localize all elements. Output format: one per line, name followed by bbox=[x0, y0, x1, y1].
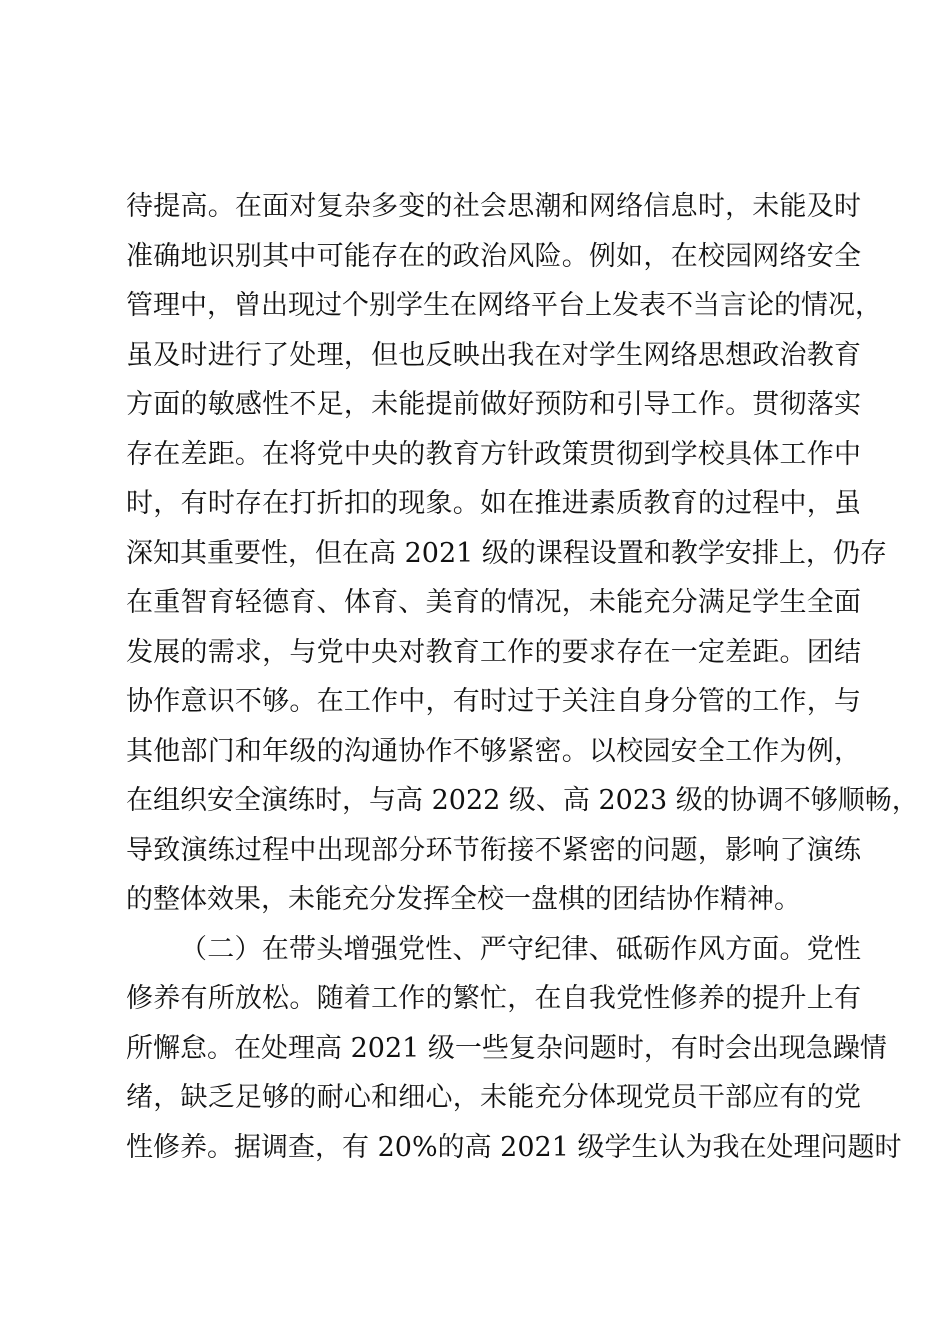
text-line: 时，有时存在打折扣的现象。如在推进素质教育的过程中，虽 bbox=[126, 488, 861, 519]
text-line: 准确地识别其中可能存在的政治风险。例如，在校园网络安全 bbox=[126, 240, 861, 272]
text-line: 导致演练过程中出现部分环节衔接不紧密的问题，影响了演练 bbox=[126, 834, 861, 866]
text-line: 在重智育轻德育、体育、美育的情况，未能充分满足学生全面 bbox=[126, 587, 861, 618]
text-line: 协作意识不够。在工作中，有时过于关注自身分管的工作，与 bbox=[126, 686, 861, 717]
text-line: 所懈怠。在处理高 2021 级一些复杂问题时，有时会出现急躁情 bbox=[126, 1032, 887, 1064]
text-line: 在组织安全演练时，与高 2022 级、高 2023 级的协调不够顺畅， bbox=[126, 785, 919, 816]
section-heading-line: （二）在带头增强党性、严守纪律、砥砺作风方面。党性 bbox=[180, 933, 861, 965]
text-line: 方面的敏感性不足，未能提前做好预防和引导工作。贯彻落实 bbox=[126, 389, 861, 420]
text-line: 虽及时进行了处理，但也反映出我在对学生网络思想政治教育 bbox=[126, 339, 861, 371]
text-line: 管理中，曾出现过个别学生在网络平台上发表不当言论的情况， bbox=[126, 290, 882, 321]
text-line: 待提高。在面对复杂多变的社会思潮和网络信息时，未能及时 bbox=[126, 191, 861, 222]
body-text bbox=[126, 182, 919, 1172]
text-line: 其他部门和年级的沟通协作不够紧密。以校园安全工作为例， bbox=[126, 735, 861, 767]
text-line: 深知其重要性，但在高 2021 级的课程设置和教学安排上，仍存 bbox=[126, 537, 887, 569]
text-line: 存在差距。在将党中央的教育方针政策贯彻到学校具体工作中 bbox=[126, 438, 861, 470]
text-line: 修养有所放松。随着工作的繁忙，在自我党性修养的提升上有 bbox=[126, 983, 861, 1014]
text-line: 性修养。据调查，有 20%的高 2021 级学生认为我在处理问题时 bbox=[126, 1131, 902, 1163]
text-line: 发展的需求，与党中央对教育工作的要求存在一定差距。团结 bbox=[126, 636, 861, 668]
text-line: 绪，缺乏足够的耐心和细心，未能充分体现党员干部应有的党 bbox=[126, 1082, 861, 1113]
text-line: 的整体效果，未能充分发挥全校一盘棋的团结协作精神。 bbox=[126, 884, 801, 915]
